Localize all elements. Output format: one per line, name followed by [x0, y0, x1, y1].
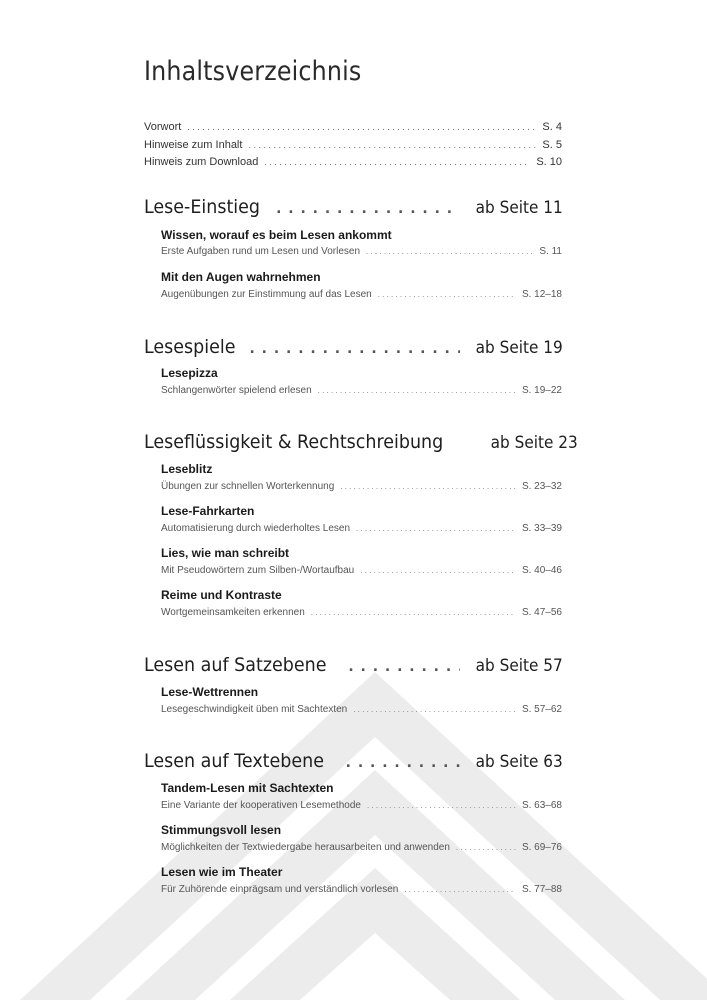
entry-pages: S. 40–46	[521, 565, 562, 576]
front-item-page: S. 10	[536, 156, 562, 168]
entry-pages: S. 12–18	[521, 289, 562, 300]
toc-front-item[interactable]	[144, 156, 562, 168]
toc-entry-subtitle-row	[161, 884, 562, 895]
entry-subtitle: Schlangenwörter spielend erlesen	[161, 385, 312, 396]
toc-entry-title[interactable]: Leseblitz	[161, 462, 213, 476]
toc-front-item[interactable]	[144, 121, 562, 133]
entry-subtitle: Wortgemeinsamkeiten erkennen	[161, 607, 305, 618]
dot-leader	[276, 201, 460, 217]
dot-leader	[249, 341, 460, 357]
section-title: Lesen auf Satzebene	[144, 654, 327, 676]
entry-subtitle: Mit Pseudowörtern zum Silben-/Wortaufbau	[161, 565, 355, 576]
dot-leader	[378, 290, 516, 299]
toc-entry-subtitle-row	[161, 481, 562, 492]
toc-entry-title[interactable]: Tandem-Lesen mit Sachtexten	[161, 781, 334, 795]
section-title: Lese-Einstieg	[144, 196, 261, 218]
section-title: Lesen auf Textebene	[144, 750, 324, 772]
dot-leader	[318, 386, 516, 395]
entry-pages: S. 47–56	[521, 607, 562, 618]
dot-leader	[353, 705, 516, 714]
entry-pages: S. 69–76	[521, 842, 562, 853]
section-page: ab Seite 11	[475, 198, 563, 218]
toc-section-heading[interactable]	[144, 336, 563, 358]
dot-leader	[187, 122, 536, 132]
page-title: Inhaltsverzeichnis	[144, 56, 362, 87]
front-item-page: S. 4	[542, 121, 562, 133]
toc-entry-subtitle-row	[161, 289, 562, 300]
dot-leader	[366, 247, 533, 256]
entry-subtitle: Lesegeschwindigkeit üben mit Sachtexten	[161, 704, 348, 715]
dot-leader	[346, 755, 461, 771]
toc-entry-title[interactable]: Lese-Wettrennen	[161, 685, 259, 699]
toc-entry-subtitle-row	[161, 523, 562, 534]
dot-leader	[356, 524, 516, 533]
dot-leader	[367, 801, 516, 810]
toc-section-heading[interactable]	[144, 750, 563, 772]
dot-leader	[348, 659, 460, 675]
front-item-label: Hinweis zum Download	[144, 156, 259, 168]
toc-entry-subtitle-row	[161, 565, 562, 576]
entry-subtitle: Automatisierung durch wiederholtes Lesen	[161, 523, 350, 534]
entry-pages: S. 63–68	[521, 800, 562, 811]
toc-entry-subtitle-row	[161, 385, 562, 396]
section-page: ab Seite 19	[475, 338, 563, 358]
dot-leader	[248, 140, 536, 150]
toc-entry-title[interactable]: Lies, wie man schreibt	[161, 546, 290, 560]
toc-front-item[interactable]	[144, 139, 562, 151]
toc-entry-title[interactable]: Stimmungsvoll lesen	[161, 823, 282, 837]
entry-pages: S. 11	[539, 246, 562, 257]
section-page: ab Seite 63	[475, 752, 563, 772]
dot-leader	[264, 157, 530, 167]
entry-pages: S. 77–88	[521, 884, 562, 895]
entry-subtitle: Für Zuhörende einprägsam und verständlich vorlesen	[161, 884, 399, 895]
toc-entry-title[interactable]: Lesen wie im Theater	[161, 865, 283, 879]
toc-entry-subtitle-row	[161, 246, 562, 257]
toc-section-heading[interactable]	[144, 654, 563, 676]
section-page: ab Seite 57	[475, 656, 563, 676]
dot-leader	[311, 608, 516, 617]
toc-entry-subtitle-row	[161, 842, 562, 853]
toc-section-heading[interactable]	[144, 196, 563, 218]
entry-subtitle: Übungen zur schnellen Worterkennung	[161, 481, 335, 492]
entry-pages: S. 19–22	[521, 385, 562, 396]
toc-entry-title[interactable]: Reime und Kontraste	[161, 588, 282, 602]
toc-entry-subtitle-row	[161, 800, 562, 811]
entry-pages: S. 57–62	[521, 704, 562, 715]
toc-entry-title[interactable]: Mit den Augen wahrnehmen	[161, 270, 321, 284]
front-item-label: Hinweise zum Inhalt	[144, 139, 243, 151]
entry-subtitle: Augenübungen zur Einstimmung auf das Lesen	[161, 289, 372, 300]
dot-leader	[360, 566, 516, 575]
toc-entry-subtitle-row	[161, 607, 562, 618]
entry-pages: S. 23–32	[521, 481, 562, 492]
entry-subtitle: Eine Variante der kooperativen Lesemethode	[161, 800, 361, 811]
dot-leader	[340, 482, 516, 491]
toc-section-heading[interactable]	[144, 431, 578, 453]
toc-entry-subtitle-row	[161, 704, 562, 715]
toc-entry-title[interactable]: Lese-Fahrkarten	[161, 504, 255, 518]
front-item-page: S. 5	[542, 139, 562, 151]
section-title: Leseflüssigkeit & Rechtschreibung	[144, 431, 444, 453]
toc-entry-title[interactable]: Wissen, worauf es beim Lesen ankommt	[161, 228, 392, 242]
entry-pages: S. 33–39	[521, 523, 562, 534]
toc-entry-title[interactable]: Lesepizza	[161, 366, 218, 380]
front-item-label: Vorwort	[144, 121, 182, 133]
dot-leader	[404, 885, 516, 894]
dot-leader	[456, 843, 516, 852]
section-title: Lesespiele	[144, 336, 236, 358]
entry-subtitle: Erste Aufgaben rund um Lesen und Vorlesen	[161, 246, 361, 257]
section-page: ab Seite 23	[490, 433, 578, 453]
entry-subtitle: Möglichkeiten der Textwiedergabe herausarbeiten und anwenden	[161, 842, 450, 853]
